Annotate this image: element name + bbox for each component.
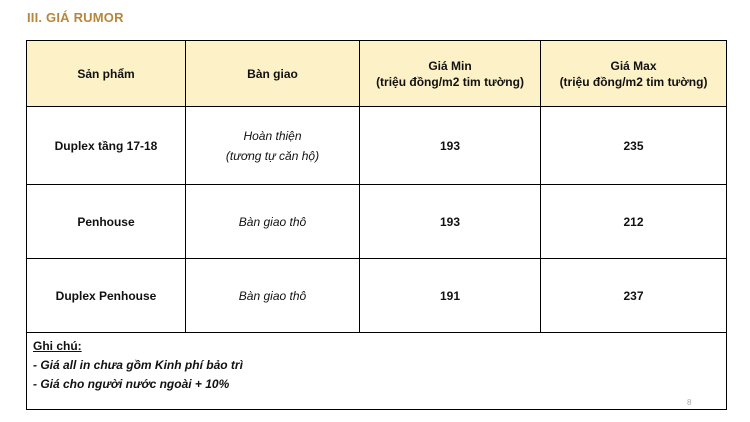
notes-row — [27, 333, 727, 410]
row-max-price: 212 — [541, 185, 727, 259]
row-handover-note: (tương tự căn hộ) — [225, 148, 320, 163]
row-handover: Bàn giao thô — [186, 259, 360, 333]
header-max-unit: (triệu đồng/m2 tim tường) — [559, 74, 708, 89]
table-row — [27, 107, 727, 185]
row-handover-main: Hoàn thiện — [243, 128, 302, 143]
header-handover: Bàn giao — [186, 41, 360, 107]
table-row — [27, 185, 727, 259]
table-header-row — [27, 41, 727, 107]
row-min-price: 193 — [360, 107, 541, 185]
header-min-price — [360, 41, 541, 107]
header-max-label: Giá Max — [610, 58, 657, 73]
row-product: Duplex tầng 17-18 — [27, 107, 186, 185]
row-handover: Bàn giao thô — [186, 185, 360, 259]
header-min-unit: (triệu đồng/m2 tim tường) — [376, 74, 524, 89]
note-item: - Giá all in chưa gồm Kinh phí bảo trì — [33, 358, 243, 372]
row-product: Duplex Penhouse — [27, 259, 186, 333]
header-product: Sản phẩm — [27, 41, 186, 107]
note-item: - Giá cho người nước ngoài + 10% — [33, 377, 230, 391]
row-handover — [186, 107, 360, 185]
row-max-price: 235 — [541, 107, 727, 185]
header-min-label: Giá Min — [428, 58, 472, 73]
page-number: 8 — [687, 398, 692, 407]
row-product: Penhouse — [27, 185, 186, 259]
notes-title: Ghi chú: — [33, 339, 82, 353]
section-title: III. GIÁ RUMOR — [27, 10, 124, 25]
notes-cell — [27, 333, 727, 410]
row-min-price: 193 — [360, 185, 541, 259]
table-row — [27, 259, 727, 333]
header-max-price — [541, 41, 727, 107]
row-max-price: 237 — [541, 259, 727, 333]
price-table — [26, 40, 727, 410]
row-min-price: 191 — [360, 259, 541, 333]
